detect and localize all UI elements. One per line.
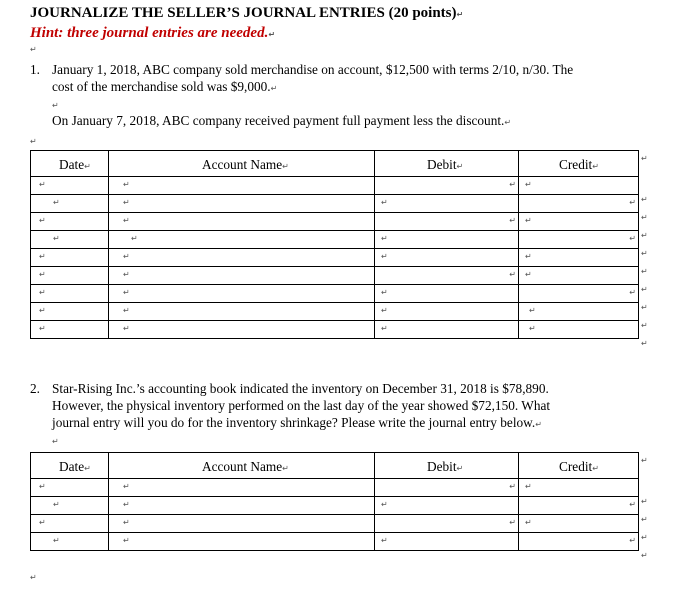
paragraph-mark: ↵ <box>504 118 512 127</box>
paragraph-mark: ↵ <box>641 321 648 330</box>
date-cell[interactable]: ↵ <box>31 285 109 303</box>
table-row <box>31 231 639 249</box>
account-cell[interactable]: ↵ <box>109 267 375 285</box>
table-row <box>31 303 639 321</box>
date-cell[interactable]: ↵ <box>31 177 109 195</box>
question-2-text: Star-Rising Inc.’s accounting book indicated the inventory on December 31, 2018 is $78,890. However, the physical inventory performed on the last day of the year showed $72,150. What journal entry will you do for the inventory shrinkage? Please write the journal entry below.↵ ↵ <box>52 381 551 446</box>
table-row <box>31 479 639 497</box>
paragraph-mark: ↵ <box>641 195 648 204</box>
date-cell[interactable]: ↵ <box>31 479 109 497</box>
account-cell[interactable]: ↵ <box>109 321 375 339</box>
debit-cell[interactable]: ↵ <box>375 231 519 249</box>
account-cell[interactable]: ↵ <box>109 533 375 551</box>
paragraph-mark: ↵ <box>52 437 59 446</box>
paragraph-mark: ↵ <box>641 213 648 222</box>
journal-table-1 <box>30 150 639 339</box>
table-header-row <box>31 151 639 177</box>
table-row <box>31 249 639 267</box>
paragraph-mark: ↵ <box>641 249 648 258</box>
paragraph-mark: ↵ <box>641 497 648 506</box>
date-cell[interactable]: ↵ <box>31 303 109 321</box>
date-cell[interactable]: ↵ <box>31 267 109 285</box>
header-credit: Credit↵ <box>519 453 639 479</box>
credit-cell[interactable]: ↵ <box>519 213 639 231</box>
header-date: Date↵ <box>31 453 109 479</box>
credit-cell[interactable]: ↵ <box>519 285 639 303</box>
account-cell[interactable]: ↵ <box>109 303 375 321</box>
date-cell[interactable]: ↵ <box>31 321 109 339</box>
date-cell[interactable]: ↵ <box>31 515 109 533</box>
paragraph-mark: ↵ <box>30 573 37 582</box>
credit-cell[interactable]: ↵ <box>519 177 639 195</box>
account-cell[interactable]: ↵ <box>109 213 375 231</box>
paragraph-mark: ↵ <box>641 456 648 465</box>
header-account-name: Account Name↵ <box>109 151 375 177</box>
question-1-text: January 1, 2018, ABC company sold merchandise on account, $12,500 with terms 2/10, n/30. The cost of the merchandise sold was $9,000.↵ ↵ On January 7, 2018, ABC company received payment full payment less the discount.↵ <box>52 62 574 128</box>
account-cell[interactable]: ↵ <box>109 479 375 497</box>
date-cell[interactable]: ↵ <box>31 213 109 231</box>
journal-table-2 <box>30 452 639 551</box>
table-row <box>31 213 639 231</box>
paragraph-mark: ↵ <box>268 30 276 39</box>
date-cell[interactable]: ↵ <box>31 231 109 249</box>
paragraph-mark: ↵ <box>52 101 59 110</box>
debit-cell[interactable]: ↵ <box>375 267 519 285</box>
paragraph-mark: ↵ <box>641 515 648 524</box>
debit-cell[interactable]: ↵ <box>375 533 519 551</box>
table-row <box>31 177 639 195</box>
header-credit: Credit↵ <box>519 151 639 177</box>
header-date: Date↵ <box>31 151 109 177</box>
debit-cell[interactable]: ↵ <box>375 213 519 231</box>
date-cell[interactable]: ↵ <box>31 195 109 213</box>
credit-cell[interactable]: ↵ <box>519 303 639 321</box>
question-2-number: 2. <box>30 381 40 396</box>
debit-cell[interactable]: ↵ <box>375 497 519 515</box>
debit-cell[interactable]: ↵ <box>375 303 519 321</box>
credit-cell[interactable]: ↵ <box>519 533 639 551</box>
paragraph-mark: ↵ <box>641 303 648 312</box>
table-row <box>31 285 639 303</box>
paragraph-mark: ↵ <box>641 154 648 163</box>
credit-cell[interactable]: ↵ <box>519 267 639 285</box>
account-cell[interactable]: ↵ <box>109 249 375 267</box>
paragraph-mark: ↵ <box>641 533 648 542</box>
debit-cell[interactable]: ↵ <box>375 249 519 267</box>
paragraph-mark: ↵ <box>641 231 648 240</box>
paragraph-mark: ↵ <box>270 84 278 93</box>
credit-cell[interactable]: ↵ <box>519 479 639 497</box>
header-account-name: Account Name↵ <box>109 453 375 479</box>
paragraph-mark: ↵ <box>456 10 464 19</box>
paragraph-mark: ↵ <box>641 267 648 276</box>
question-1-number: 1. <box>30 62 40 77</box>
table-row <box>31 515 639 533</box>
date-cell[interactable]: ↵ <box>31 249 109 267</box>
credit-cell[interactable]: ↵ <box>519 231 639 249</box>
paragraph-mark: ↵ <box>641 551 648 560</box>
account-cell[interactable]: ↵ <box>109 285 375 303</box>
hint-text: Hint: three journal entries are needed.↵ <box>30 25 276 41</box>
credit-cell[interactable]: ↵ <box>519 321 639 339</box>
table-row <box>31 195 639 213</box>
credit-cell[interactable]: ↵ <box>519 515 639 533</box>
date-cell[interactable]: ↵ <box>31 533 109 551</box>
debit-cell[interactable]: ↵ <box>375 285 519 303</box>
debit-cell[interactable]: ↵ <box>375 515 519 533</box>
paragraph-mark: ↵ <box>641 339 648 348</box>
debit-cell[interactable]: ↵ <box>375 195 519 213</box>
page-title: JOURNALIZE THE SELLER’S JOURNAL ENTRIES (20 points)↵ <box>30 5 464 21</box>
account-cell[interactable]: ↵ <box>109 515 375 533</box>
header-debit: Debit↵ <box>375 453 519 479</box>
table-header-row <box>31 453 639 479</box>
account-cell[interactable]: ↵ <box>109 195 375 213</box>
credit-cell[interactable]: ↵ <box>519 195 639 213</box>
debit-cell[interactable]: ↵ <box>375 321 519 339</box>
debit-cell[interactable]: ↵ <box>375 177 519 195</box>
paragraph-mark: ↵ <box>535 420 542 429</box>
header-debit: Debit↵ <box>375 151 519 177</box>
account-cell[interactable]: ↵ <box>109 497 375 515</box>
credit-cell[interactable]: ↵ <box>519 497 639 515</box>
account-cell[interactable]: ↵ <box>109 177 375 195</box>
paragraph-mark: ↵ <box>30 137 37 146</box>
credit-cell[interactable]: ↵ <box>519 249 639 267</box>
paragraph-mark: ↵ <box>30 45 37 54</box>
table-row <box>31 533 639 551</box>
table-row <box>31 321 639 339</box>
debit-cell[interactable]: ↵ <box>375 479 519 497</box>
account-cell[interactable]: ↵ <box>109 231 375 249</box>
date-cell[interactable]: ↵ <box>31 497 109 515</box>
paragraph-mark: ↵ <box>641 285 648 294</box>
table-row <box>31 497 639 515</box>
table-row <box>31 267 639 285</box>
